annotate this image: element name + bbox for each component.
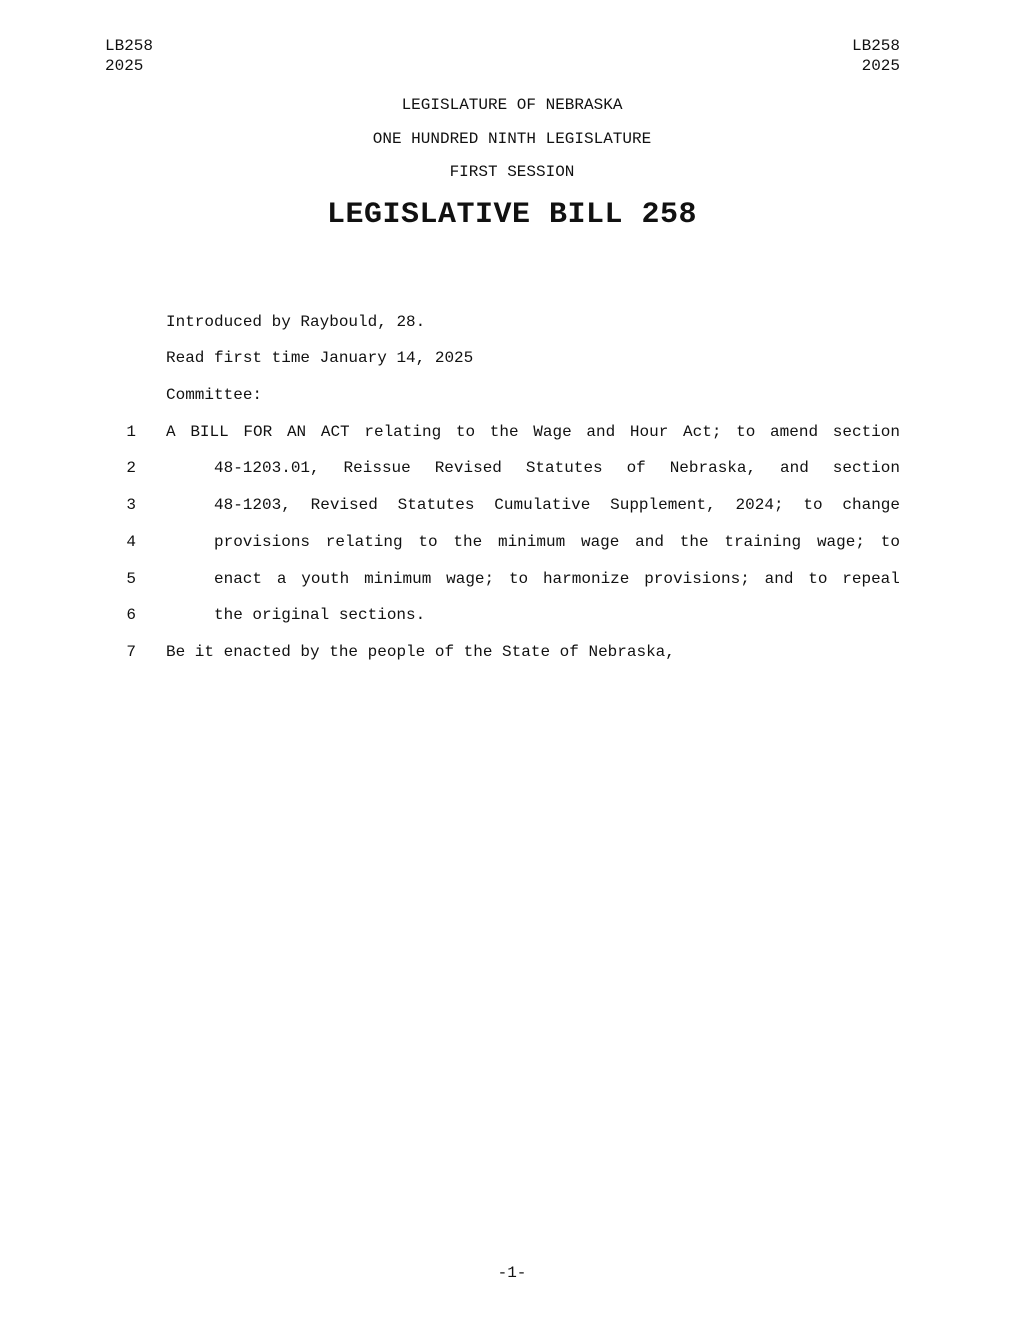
bill-line	[0, 423, 1024, 447]
legislature-session-name: ONE HUNDRED NINTH LEGISLATURE	[372, 130, 652, 148]
line-word: provisions;	[644, 570, 750, 588]
line-word: Supplement,	[610, 496, 716, 514]
line-number: 4	[126, 533, 136, 551]
line-text	[214, 496, 900, 514]
line-word: ACT	[320, 423, 350, 441]
line-word: and	[586, 423, 616, 441]
line-word: training	[724, 533, 802, 551]
header-bill-number: LB258	[105, 37, 154, 55]
bill-line	[0, 459, 1024, 483]
line-word: harmonize	[542, 570, 630, 588]
line-number: 6	[126, 606, 136, 624]
bill-line	[0, 570, 1024, 594]
line-text	[214, 570, 900, 588]
line-word: wage;	[446, 570, 495, 588]
line-number: 7	[126, 643, 136, 661]
line-word: to	[803, 496, 823, 514]
line-word: section	[832, 423, 900, 441]
line-word: Revised	[434, 459, 502, 477]
line-word: to	[418, 533, 438, 551]
line-word: to	[455, 423, 476, 441]
line-word: 48-1203.01,	[214, 459, 320, 477]
line-word: relating	[325, 533, 403, 551]
bill-line	[0, 533, 1024, 557]
line-word: a	[276, 570, 287, 588]
header-year: 2025	[861, 57, 900, 75]
line-word: section	[832, 459, 900, 477]
bill-line	[0, 496, 1024, 520]
session-label: FIRST SESSION	[449, 163, 575, 181]
introduced-by: Introduced by Raybould, 28.	[166, 313, 426, 331]
line-word: to	[808, 570, 828, 588]
line-word: Hour	[629, 423, 669, 441]
line-word: relating	[364, 423, 442, 441]
committee-label: Committee:	[166, 386, 263, 404]
line-word: provisions	[214, 533, 311, 551]
line-word: to	[736, 423, 756, 441]
line-word: BILL	[190, 423, 229, 441]
line-text	[214, 459, 900, 477]
line-word: Wage	[533, 423, 572, 441]
line-word: wage	[580, 533, 620, 551]
bill-title: LEGISLATIVE BILL 258	[326, 198, 698, 232]
line-word: Act;	[683, 423, 722, 441]
header-right	[852, 36, 900, 76]
line-word: to	[508, 570, 529, 588]
line-word: Nebraska,	[669, 459, 757, 477]
line-word: repeal	[842, 570, 900, 588]
line-text	[166, 423, 900, 441]
line-word: the	[489, 423, 519, 441]
line-word: enact	[214, 570, 263, 588]
line-word: FOR	[243, 423, 273, 441]
line-word: the	[679, 533, 709, 551]
line-word: minimum	[497, 533, 566, 551]
line-text	[214, 533, 900, 551]
bill-line	[0, 643, 1024, 667]
line-word: to	[880, 533, 900, 551]
line-text: the original sections.	[214, 606, 426, 624]
line-word: and	[764, 570, 794, 588]
bill-line	[0, 606, 1024, 630]
line-text: Be it enacted by the people of the State of Nebraska,	[166, 643, 675, 661]
line-number: 2	[126, 459, 136, 477]
line-word: minimum	[364, 570, 432, 588]
line-word: 48-1203,	[214, 496, 291, 514]
line-word: youth	[301, 570, 350, 588]
line-word: and	[780, 459, 809, 477]
header-left	[105, 36, 153, 76]
legislature-name: LEGISLATURE OF NEBRASKA	[401, 96, 623, 114]
line-word: change	[842, 496, 900, 514]
header-bill-number: LB258	[851, 37, 900, 55]
page-number: -1-	[497, 1264, 527, 1282]
line-word: of	[626, 459, 646, 477]
read-first-time: Read first time January 14, 2025	[166, 349, 474, 367]
line-word: Statutes	[397, 496, 475, 514]
header-year: 2025	[105, 57, 144, 75]
line-number: 1	[126, 423, 136, 441]
line-number: 5	[126, 570, 136, 588]
line-word: amend	[770, 423, 819, 441]
line-word: Cumulative	[494, 496, 591, 514]
line-word: Reissue	[343, 459, 411, 477]
line-word: AN	[286, 423, 307, 441]
line-word: Revised	[310, 496, 378, 514]
line-word: and	[635, 533, 664, 551]
line-word: the	[453, 533, 483, 551]
line-word: Statutes	[525, 459, 603, 477]
line-word: wage;	[816, 533, 865, 551]
line-word: 2024;	[735, 496, 784, 514]
line-word: A	[166, 423, 176, 441]
line-number: 3	[126, 496, 136, 514]
